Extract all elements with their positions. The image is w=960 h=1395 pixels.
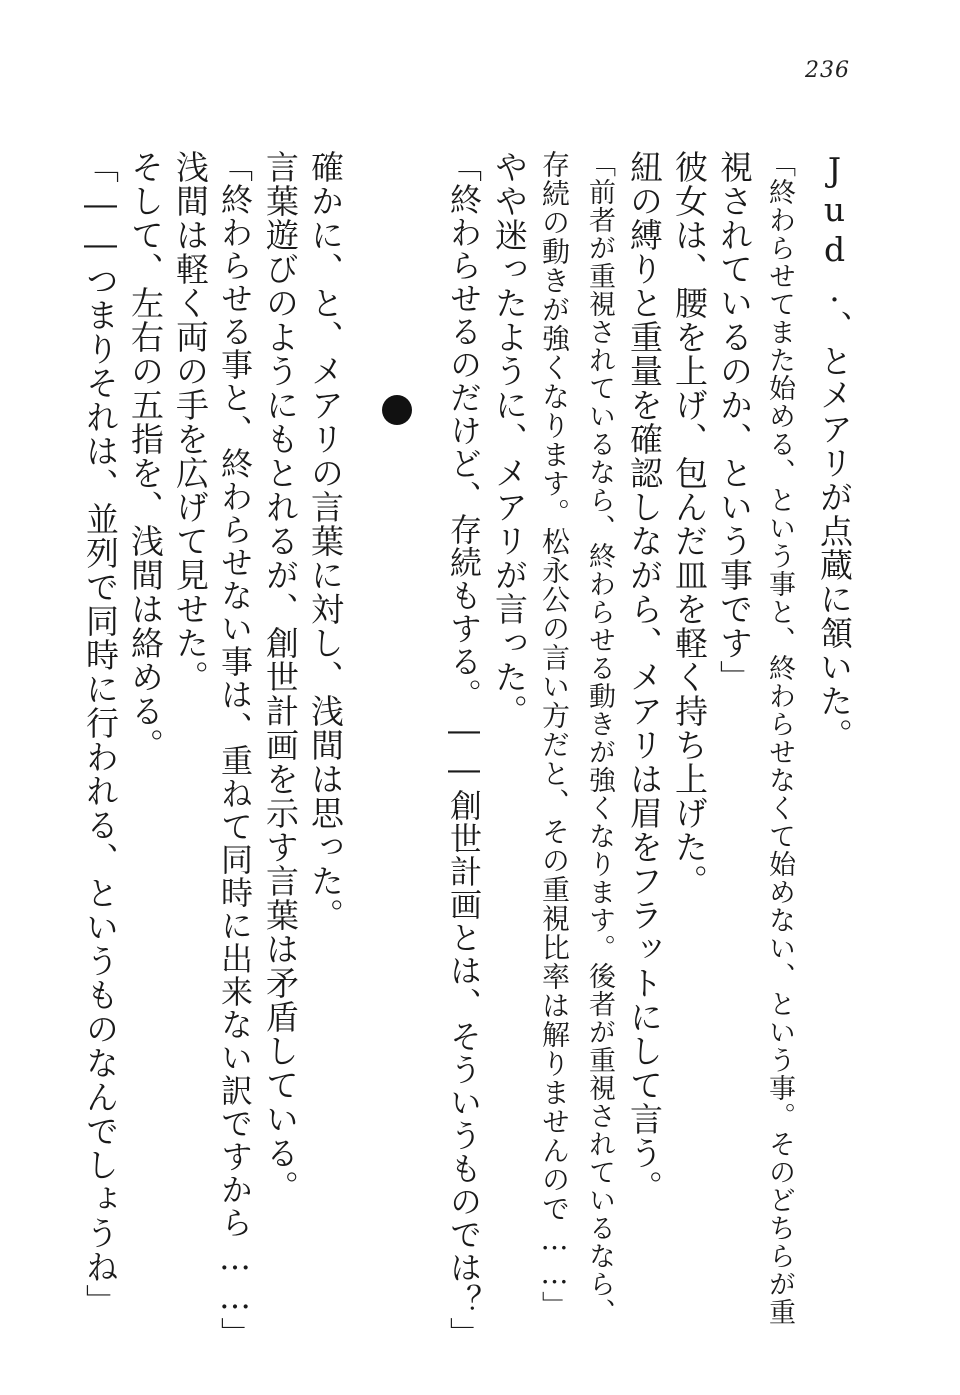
text-line-11: 言葉遊びのようにもとれるが、創世計画を示す言葉は矛盾している。 — [261, 150, 300, 1204]
text-line-9: 「終わらせるのだけど、存続もする。――創世計画とは、そういうものでは？」 — [445, 150, 483, 1350]
section-break-bullet — [382, 395, 412, 425]
text-line-4: 彼女は、腰を上げ、包んだ皿を軽く持ち上げた。 — [670, 150, 709, 898]
text-line-2: 「終わらせてまた始める、という事と、終わらせなくて始めない、という事。そのどちらが重 — [764, 150, 795, 1326]
page-number: 236 — [805, 58, 850, 83]
text-line-15: 「――つまりそれは、並列で同時に行われる、というものなんでしょうね」 — [81, 150, 120, 1318]
text-line-12: 「終わらせる事と、終わらせない事は、重ねて同時に出来ない訳ですから……」 — [216, 150, 254, 1350]
text-line-5: 紐の縛りと重量を確認しながら、メアリは眉をフラットにして言う。 — [625, 150, 664, 1204]
text-line-1: Jud.、とメアリが点蔵に頷いた。 — [815, 150, 854, 752]
text-line-6: 「前者が重視されているなら、終わらせる動きが強くなります。後者が重視されているなら、 — [584, 150, 615, 1326]
text-line-14: そして、左右の五指を、浅間は絡める。 — [126, 150, 165, 762]
text-line-7: 存続の動きが強くなります。松永公の言い方だと、その重視比率は解りませんので……」 — [538, 150, 571, 1320]
text-line-8: やや迷ったように、メアリが言った。 — [490, 150, 529, 728]
text-line-13: 浅間は軽く両の手を広げて見せた。 — [171, 150, 210, 694]
text-line-3: 視されているのか、という事です」 — [715, 150, 754, 694]
text-line-10: 確かに、と、メアリの言葉に対し、浅間は思った。 — [306, 150, 345, 932]
